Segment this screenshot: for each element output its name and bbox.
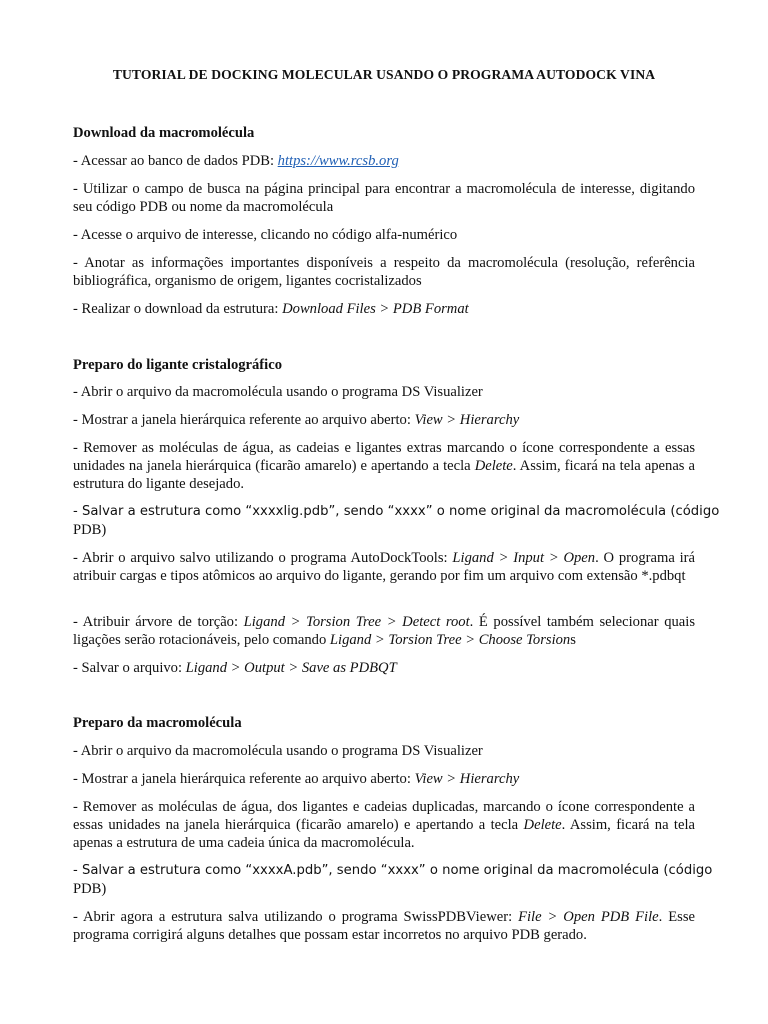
document-title: TUTORIAL DE DOCKING MOLECULAR USANDO O PROGRAMA AUTODOCK VINA [112, 67, 656, 82]
menu-path: Ligand > Output > Save as PDBQT [185, 660, 397, 676]
paragraph-text: - Mostrar a janela hierárquica referente ao arquivo aberto: [73, 771, 415, 787]
paragraph-show-hierarchy-2 [73, 770, 695, 788]
paragraph-open-autodocktools [73, 549, 695, 585]
section-heading-ligand: Preparo do ligante cristalográfico [73, 357, 283, 373]
paragraph-text: - Remover as moléculas de água, dos ligantes e cadeias duplicadas, marcando o ícone correspondente a essas unidades na janela hierárquica (ficarão amarelo) e apertando a tecla [73, 799, 695, 833]
paragraph-text: - Salvar a estrutura como “xxxxA.pdb”, sendo “xxxx” o nome original da macromolécula (código [73, 863, 713, 878]
paragraph-text: PDB) [73, 881, 107, 897]
paragraph-text: . Assim, ficará na tela apenas a estrutura do ligante desejado. [73, 458, 695, 492]
paragraph-text: - Abrir agora a estrutura salva utilizando o programa SwissPDBViewer: [73, 909, 519, 925]
section-heading-macromolecule: Preparo da macromolécula [73, 715, 242, 731]
paragraph-text: . Esse programa corrigirá alguns detalhes que possam estar incorretos no arquivo PDB gerado. [73, 909, 695, 943]
menu-path: View > Hierarchy [414, 771, 520, 787]
paragraph-open-swisspdbviewer [73, 908, 695, 944]
rcsb-link[interactable]: https://www.rcsb.org [277, 153, 399, 169]
paragraph-open-ds-visualizer: - Abrir o arquivo da macromolécula usando o programa DS Visualizer [73, 384, 483, 400]
menu-path: Ligand > Torsion Tree > Choose Torsion [329, 632, 571, 648]
paragraph-save-pdbqt [73, 659, 695, 677]
paragraph-search-field: - Utilizar o campo de busca na página principal para encontrar a macromolécula de interesse, digitando seu código PDB ou nome da macromolécula [73, 181, 695, 215]
paragraph-remove-water-2 [73, 798, 695, 852]
paragraph-download-structure [73, 300, 695, 318]
menu-path: File > Open PDB File [518, 909, 659, 925]
menu-path: Ligand > Input > Open [452, 550, 596, 566]
paragraph-open-ds-visualizer-2: - Abrir o arquivo da macromolécula usando o programa DS Visualizer [73, 743, 483, 759]
key-name: Delete [474, 458, 513, 474]
paragraph-text: s [570, 632, 576, 648]
menu-path: Ligand > Torsion Tree > Detect root [243, 614, 470, 630]
paragraph-text: . Assim, ficará na tela apenas a estrutura de uma cadeia única da macromolécula. [73, 817, 695, 851]
paragraph-access-pdb [73, 152, 695, 170]
paragraph-text: - Realizar o download da estrutura: [73, 301, 283, 317]
paragraph-access-file: - Acesse o arquivo de interesse, clicando no código alfa-numérico [73, 227, 458, 243]
paragraph-save-ligand [73, 503, 720, 539]
paragraph-text: . O programa irá atribuir cargas e tipos atômicos ao arquivo do ligante, gerando por fim um arquivo com extensão *.pdbqt [73, 550, 695, 584]
paragraph-text: - Acessar ao banco de dados PDB: [73, 153, 278, 169]
menu-path: Download Files > PDB Format [282, 301, 469, 317]
paragraph-text: - Mostrar a janela hierárquica referente ao arquivo aberto: [73, 412, 415, 428]
paragraph-text: - Atribuir árvore de torção: [73, 614, 244, 630]
paragraph-remove-water [73, 439, 695, 493]
paragraph-save-macromolecule [73, 862, 713, 898]
section-heading-download: Download da macromolécula [73, 125, 255, 141]
paragraph-text: - Remover as moléculas de água, as cadeias e ligantes extras marcando o ícone correspondente a essas unidades na janela hierárquica (ficarão amarelo) e apertando a tecla [73, 440, 695, 474]
paragraph-text: - Salvar o arquivo: [73, 660, 186, 676]
paragraph-text: - Abrir o arquivo salvo utilizando o programa AutoDockTools: [73, 550, 453, 566]
paragraph-show-hierarchy [73, 411, 695, 429]
paragraph-text: - Salvar a estrutura como “xxxxlig.pdb”, sendo “xxxx” o nome original da macromolécula (código [73, 504, 720, 519]
paragraph-annotate-info: - Anotar as informações importantes disponíveis a respeito da macromolécula (resolução, referência bibliográfica, organismo de origem, ligantes cocristalizados [73, 255, 695, 289]
key-name: Delete [523, 817, 562, 833]
paragraph-text: . É possível também selecionar quais ligações serão rotacionáveis, pelo comando [73, 614, 696, 648]
paragraph-text: PDB) [73, 522, 107, 538]
menu-path: View > Hierarchy [414, 412, 520, 428]
paragraph-torsion-tree [73, 613, 695, 649]
